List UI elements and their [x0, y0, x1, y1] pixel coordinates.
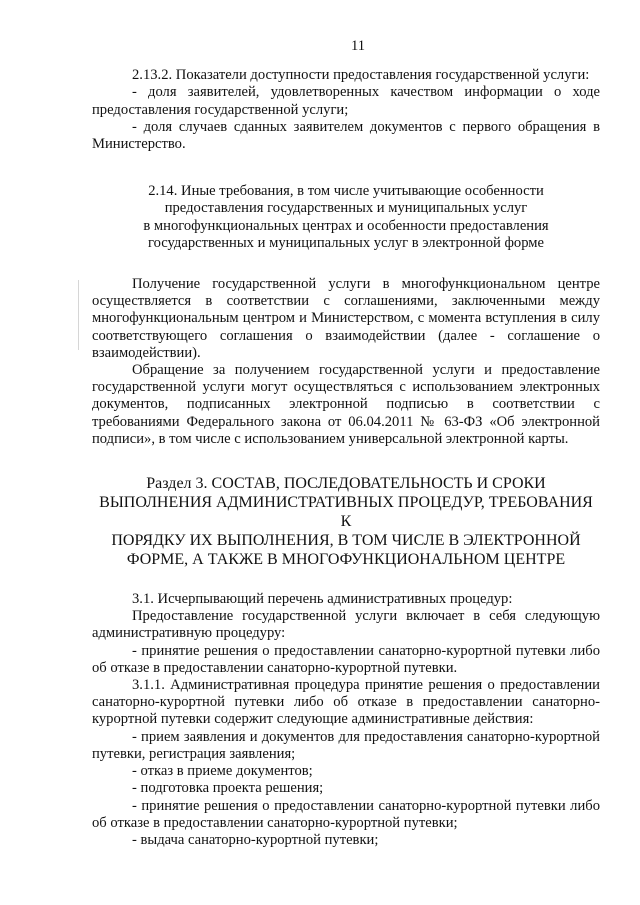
- list-item-draft-decision: - подготовка проекта решения;: [132, 780, 324, 797]
- paragraph-electronic-documents: Обращение за получением государственной услуги и предоставление государственной услуги могут осуществляться с использованием электронных документов, подписанных электронной подписью в соответствии с требованиями Федерального закона от 06.04.2011 № 63-ФЗ «Об электронной подписи», в том числе с использованием универсальной электронной карты.: [92, 362, 600, 447]
- section-heading-line: Раздел 3. СОСТАВ, ПОСЛЕДОВАТЕЛЬНОСТЬ И СРОКИ: [146, 475, 546, 493]
- paragraph-2-13-2: 2.13.2. Показатели доступности предоставления государственной услуги:: [132, 67, 590, 84]
- subsection-heading-line: 2.14. Иные требования, в том числе учитывающие особенности: [148, 183, 544, 200]
- list-item-decision: - принятие решения о предоставлении санаторно-курортной путевки либо об отказе в предоставлении санаторно-курортной путевки.: [92, 642, 600, 676]
- page-number: 11: [350, 38, 366, 54]
- paragraph-3-1: 3.1. Исчерпывающий перечень административных процедур:: [132, 591, 513, 608]
- list-item-info-quality: - доля заявителей, удовлетворенных качеством информации о ходе предоставления государственной услуги;: [92, 84, 600, 118]
- list-item-reception: - прием заявления и документов для предоставления санаторно-курортной путевки, регистрация заявления;: [92, 728, 600, 762]
- list-item-refusal: - отказ в приеме документов;: [132, 763, 313, 780]
- list-item-decision-making: - принятие решения о предоставлении санаторно-курортной путевки либо об отказе в предоставлении санаторно-курортной путевки;: [92, 797, 600, 831]
- section-3-heading: [92, 474, 600, 569]
- paragraph-service-includes: Предоставление государственной услуги включает в себя следующую административную процедуру:: [92, 608, 600, 642]
- scan-artifact-line: [78, 280, 79, 350]
- list-item-issuance: - выдача санаторно-курортной путевки;: [132, 831, 379, 848]
- paragraph-3-1-1: 3.1.1. Административная процедура принятие решения о предоставлении санаторно-курортной путевки либо об отказе в предоставлении санаторно-курортной путевки содержит следующие административные действия:: [92, 677, 600, 728]
- subsection-heading-line: в многофункциональных центрах и особенности предоставления: [143, 217, 549, 234]
- list-item-first-submission: - доля случаев сданных заявителем документов с первого обращения в Министерство.: [92, 118, 600, 153]
- section-heading-line: ВЫПОЛНЕНИЯ АДМИНИСТРАТИВНЫХ ПРОЦЕДУР, ТРЕБОВАНИЯ К: [99, 494, 593, 531]
- paragraph-mfc-service: Получение государственной услуги в многофункциональном центре осуществляется в соответствии с соглашениями, заключенными между многофункциональным центром и Министерством, с момента вступления в силу соответствующего соглашения о взаимодействии (далее - соглашение о взаимодействии).: [92, 276, 600, 361]
- section-heading-line: ФОРМЕ, А ТАКЖЕ В МНОГОФУНКЦИОНАЛЬНОМ ЦЕНТРЕ: [126, 551, 566, 569]
- subsection-heading-line: государственных и муниципальных услуг в электронной форме: [147, 234, 545, 251]
- subsection-heading-2-14: [92, 183, 600, 252]
- section-heading-line: ПОРЯДКУ ИХ ВЫПОЛНЕНИЯ, В ТОМ ЧИСЛЕ В ЭЛЕКТРОННОЙ: [111, 532, 581, 550]
- subsection-heading-line: предоставления государственных и муниципальных услуг: [164, 200, 528, 217]
